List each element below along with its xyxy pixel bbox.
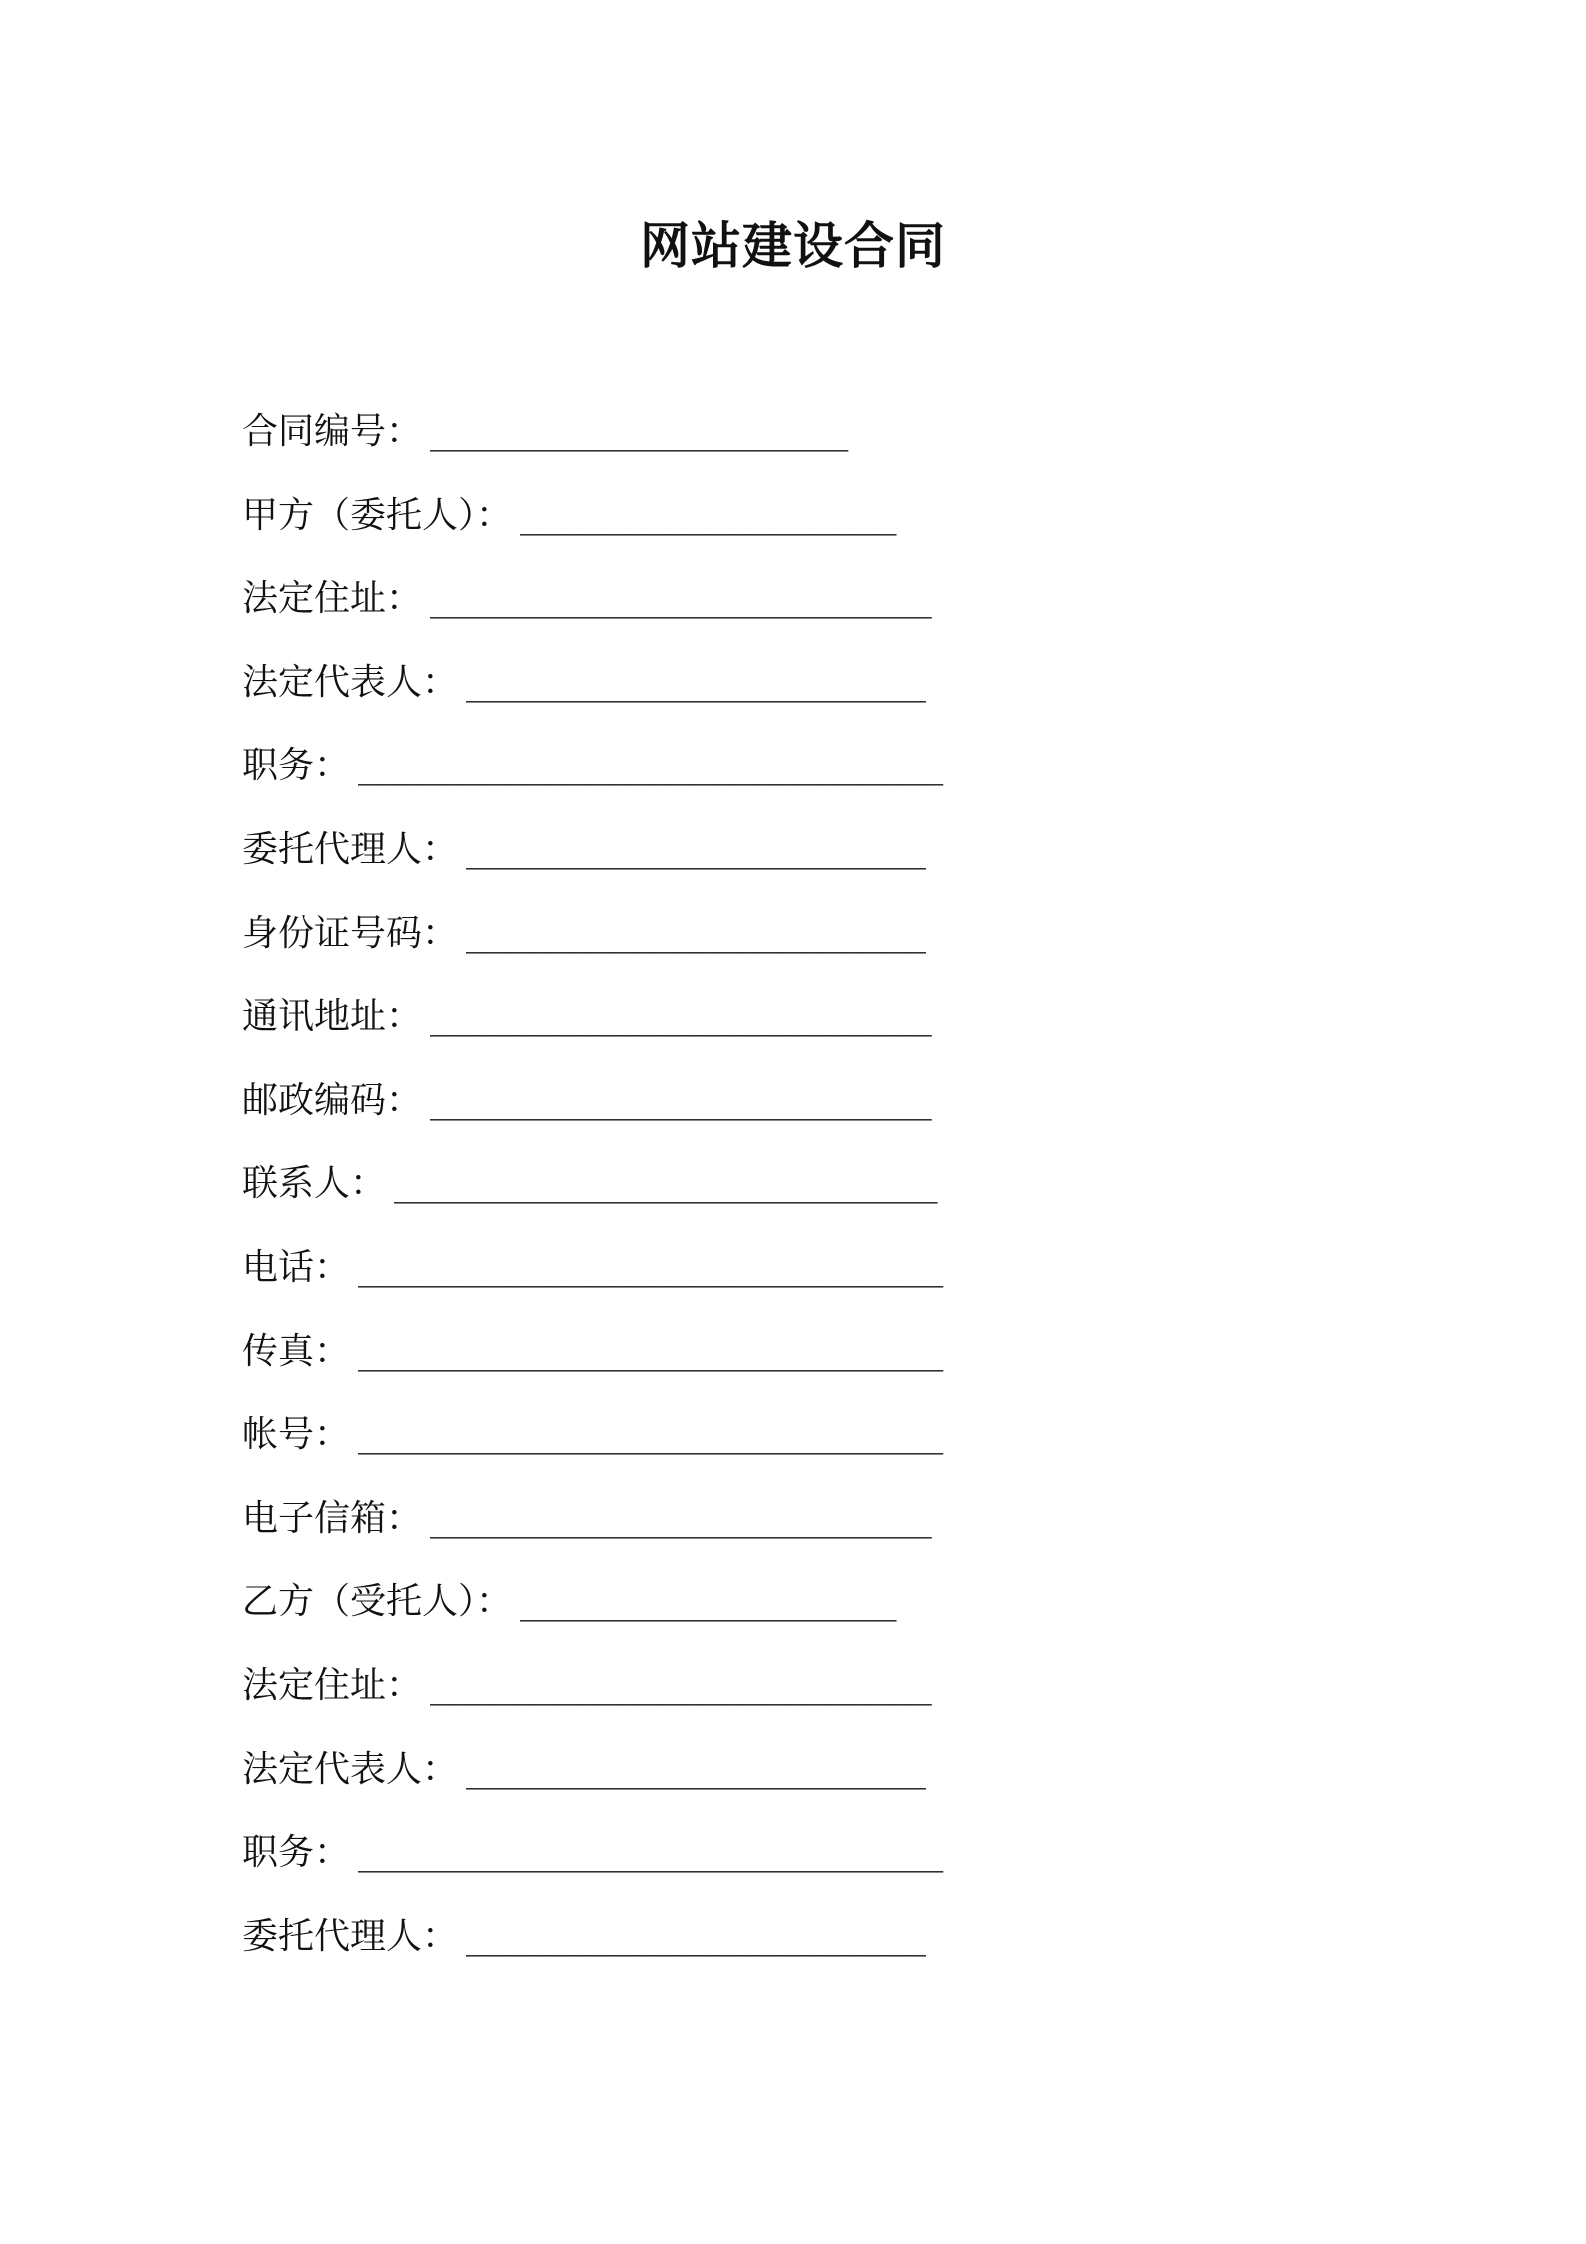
field-party-a-mailing-address [242, 989, 1342, 1073]
field-label: 法定住址： [242, 578, 423, 620]
field-label: 委托代理人： [242, 1915, 459, 1957]
field-label: 法定代表人： [242, 661, 459, 703]
field-label: 通讯地址： [242, 996, 423, 1038]
field-label: 甲方（委托人）： [242, 494, 513, 536]
field-party-a-phone [242, 1240, 1342, 1324]
field-contract-number [242, 404, 1342, 488]
field-party-b-legal-address [242, 1658, 1342, 1742]
fill-in-blank: __________________ [520, 1581, 896, 1623]
fill-in-blank: ______________________ [466, 912, 926, 954]
field-label: 法定代表人： [242, 1748, 459, 1790]
field-label: 职务： [242, 1832, 351, 1874]
field-party-b-agent [242, 1909, 1342, 1993]
field-party-a-id-number [242, 906, 1342, 990]
fill-in-blank: ____________________ [430, 411, 848, 452]
field-party-a-legal-address [242, 571, 1342, 655]
field-party-a-contact [242, 1156, 1342, 1240]
field-party-a-fax [242, 1324, 1342, 1408]
field-label: 委托代理人： [242, 828, 459, 870]
field-label: 邮政编码： [242, 1079, 423, 1121]
fill-in-blank: ________________________ [430, 1664, 931, 1706]
fill-in-blank: ________________________ [430, 1497, 931, 1539]
field-label: 传真： [242, 1330, 351, 1372]
page-title: 网站建设合同 [640, 217, 946, 275]
fill-in-blank: __________________________ [394, 1163, 937, 1205]
field-party-a-position [242, 738, 1342, 822]
fill-in-blank: ______________________ [466, 1915, 926, 1957]
field-label: 法定住址： [242, 1664, 423, 1706]
fill-in-blank: ____________________________ [358, 745, 943, 787]
field-label: 电子信箱： [242, 1497, 423, 1539]
fill-in-blank: ______________________ [466, 828, 926, 870]
field-party-b [242, 1574, 1342, 1658]
field-label: 合同编号： [242, 411, 423, 452]
field-label: 职务： [242, 745, 351, 787]
field-label: 电话： [242, 1246, 351, 1288]
field-label: 乙方（受托人）： [242, 1581, 513, 1623]
fill-in-blank: ________________________ [430, 996, 931, 1038]
field-party-a-account [242, 1407, 1342, 1491]
fill-in-blank: ______________________ [466, 661, 926, 703]
fill-in-blank: ______________________ [466, 1748, 926, 1790]
field-party-a-postal-code [242, 1073, 1342, 1157]
field-party-b-position [242, 1825, 1342, 1909]
field-party-a-email [242, 1491, 1342, 1575]
fill-in-blank: ____________________________ [358, 1832, 943, 1874]
fill-in-blank: __________________ [520, 494, 896, 536]
contract-fields [242, 404, 1342, 1992]
fill-in-blank: ____________________________ [358, 1330, 943, 1372]
field-party-b-legal-representative [242, 1742, 1342, 1826]
field-party-a-agent [242, 822, 1342, 906]
fill-in-blank: ________________________ [430, 1079, 931, 1121]
field-party-a [242, 488, 1342, 572]
fill-in-blank: ____________________________ [358, 1414, 943, 1456]
fill-in-blank: ________________________ [430, 578, 931, 620]
field-label: 身份证号码： [242, 912, 459, 954]
field-party-a-legal-representative [242, 655, 1342, 739]
field-label: 联系人： [242, 1163, 387, 1205]
fill-in-blank: ____________________________ [358, 1246, 943, 1288]
field-label: 帐号： [242, 1414, 351, 1456]
